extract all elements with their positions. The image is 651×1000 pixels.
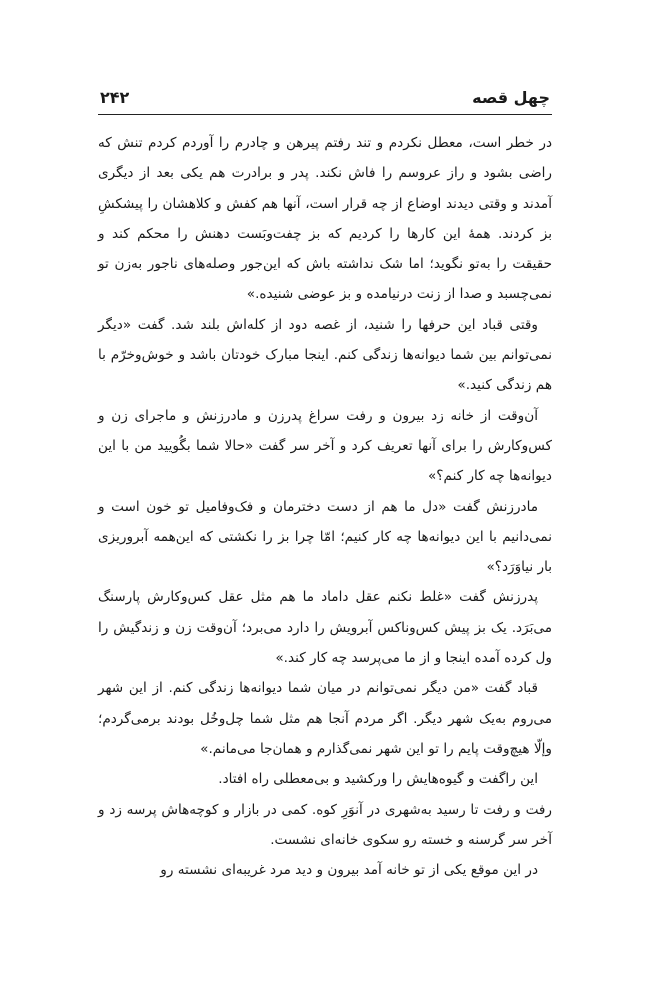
paragraph: در خطر است، معطل نکردم و تند رفتم پیرهن و چادرم را آوردم کردم تنش که راضی بشود و راز عروسم را فاش نکند. پدر و برادرت هم یکی بعد از دیگری آمدند و وقتی دیدند اوضاع از چه قرار است، آنها هم کفش و کلاهشان را پیشکشِ بز کردند. همهٔ این کارها را کردیم که بز چفت‌وبَست دهنش را محکم کند و حقیقت را به‌تو نگوید؛ اما شک نداشته باش که این‌جور وصله‌های ناجور به‌زن تو نمی‌چسبد و صدا از زنت درنیامده و بز عوضی شنیده.» bbox=[98, 135, 552, 303]
header-divider bbox=[98, 114, 552, 115]
page-number: ۲۴۲ bbox=[100, 88, 130, 107]
paragraph: قباد گفت «من دیگر نمی‌توانم در میان شما دیوانه‌ها زندگی کنم. از این شهر می‌روم به‌یک شهر دیگر. اگر مردم آنجا هم مثل شما چل‌وخُل بودند برمی‌گردم؛ وإلّا هیچ‌وقت پایم را تو این شهر نمی‌گذارم و همان‌جا می‌مانم.» bbox=[98, 680, 552, 757]
paragraph: وقتی قباد این حرفها را شنید، از غصه دود از کله‌اش بلند شد. گفت «دیگر نمی‌توانم بین شما دیوانه‌ها زندگی کنم. اینجا مبارک خودتان باشد و خوش‌وخرّم با هم زندگی کنید.» bbox=[98, 316, 552, 394]
running-title: چهل قصه bbox=[472, 88, 550, 107]
body-text bbox=[98, 128, 552, 885]
page-header bbox=[98, 88, 552, 112]
paragraph: در این موقع یکی از تو خانه آمد بیرون و دید مرد غریبه‌ای نشسته رو bbox=[160, 862, 538, 879]
paragraph: پدرزنش گفت «غلط نکنم عقل داماد ما هم مثل عقل کس‌وکارش پارسنگ می‌بَرَد. یک بز پیش کس‌وناکس آبرویش را دارد می‌برد؛ آن‌وقت زن و زندگیش را ول کرده آمده اینجا و از ما می‌پرسد چه کار کند.» bbox=[98, 589, 552, 667]
paragraph: مادرزنش گفت «دل ما هم از دست دخترمان و فک‌وفامیل تو خون است و نمی‌دانیم با این دیوانه‌ها چه کار کنیم؛ امّا چرا بز را نکشتی که این‌همه آبروریزی بار نیاوَرَد؟» bbox=[98, 498, 552, 576]
paragraph: این راگفت و گیوه‌هایش را ورکشید و بی‌معطلی راه افتاد. bbox=[218, 771, 538, 788]
paragraph: رفت و رفت تا رسید به‌شهری در آنوَرِ کوه. کمی در بازار و کوچه‌هاش پرسه زد و آخر سر گرسنه و خسته رو سکوی خانه‌ای نشست. bbox=[98, 801, 552, 848]
paragraph: آن‌وقت از خانه زد بیرون و رفت سراغ پدرزن و مادرزنش و ماجرای زن و کس‌وکارش را برای آنها تعریف کرد و آخر سر گفت «حالا شما بگُویید من با این دیوانه‌ها چه کار کنم؟» bbox=[98, 407, 552, 485]
